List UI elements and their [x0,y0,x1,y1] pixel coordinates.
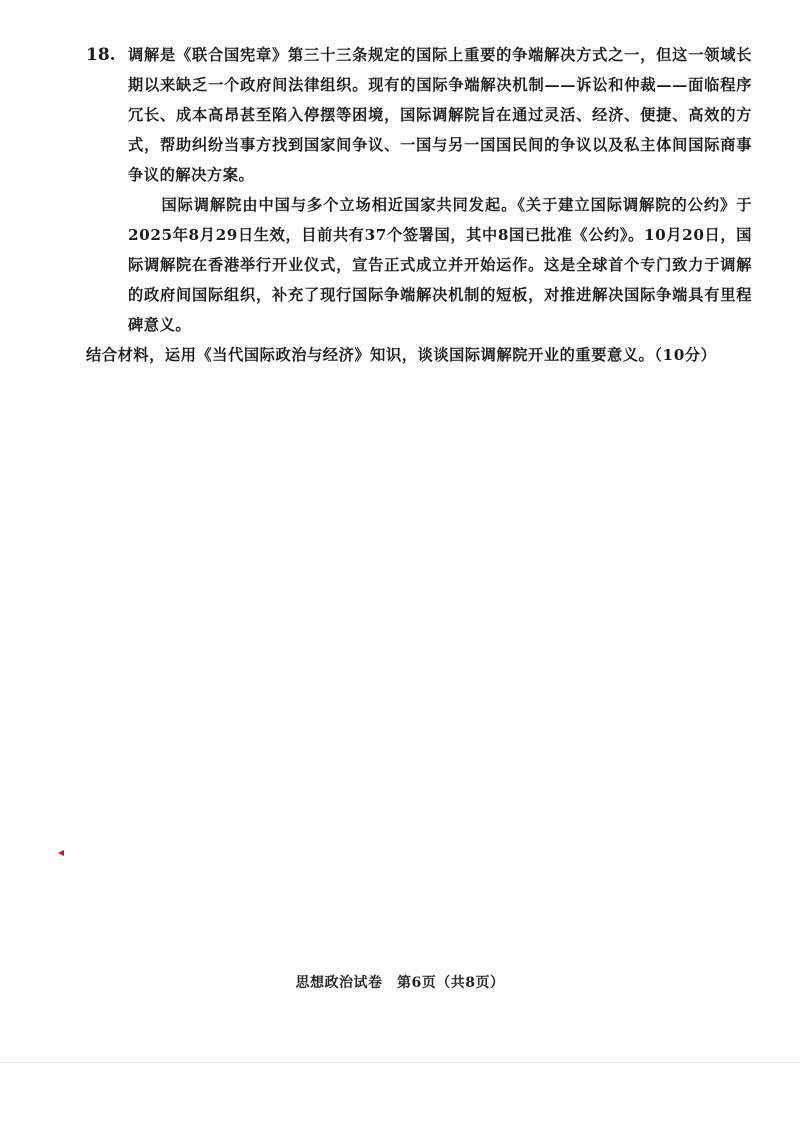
question-18 [86,40,752,370]
scan-edge-line [0,1062,800,1063]
question-number: 18. [86,45,116,65]
material-block [86,190,752,340]
material-paragraph-1: 调解是《联合国宪章》第三十三条规定的国际上重要的争端解决方式之一，但这一领域长期以来缺乏一个政府间法律组织。现有的国际争端解决机制——诉讼和仲裁——面临程序冗长、成本高昂甚至陷入停摆等困境，国际调解院旨在通过灵活、经济、便捷、高效的方式，帮助纠纷当事方找到国家间争议、一国与另一国国民间的争议以及私主体间国际商事争议的解决方案。 [128,46,752,184]
page-footer: 思想政治试卷 第6页（共8页） [295,975,505,991]
material-paragraph-2: 国际调解院由中国与多个立场相近国家共同发起。《关于建立国际调解院的公约》于2025年8月29日生效，目前共有37个签署国，其中8国已批准《公约》。10月20日，国际调解院在香港举行开业仪式，宣告正式成立并开始运作。这是全球首个专门致力于调解的政府间国际组织，补充了现行国际争端解决机制的短板，对推进解决国际争端具有里程碑意义。 [128,196,752,334]
question-task: 结合材料，运用《当代国际政治与经济》知识，谈谈国际调解院开业的重要意义。（10分） [86,346,717,364]
red-ink-mark [58,850,64,856]
